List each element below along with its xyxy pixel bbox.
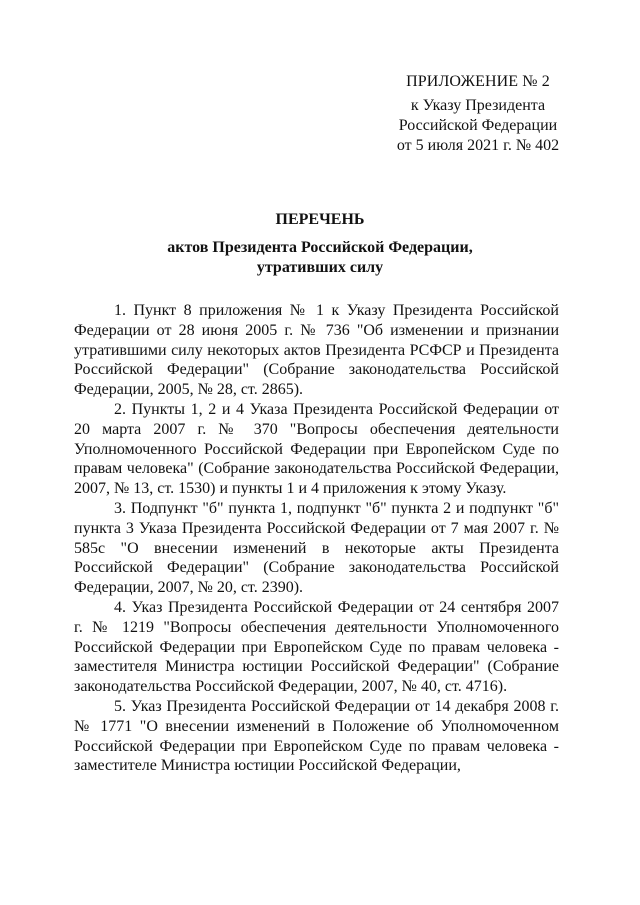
appendix-line-decree: к Указу Президента [410,97,546,114]
document-subtitle-line-1: актов Президента Российской Федерации, [167,239,473,256]
document-body [74,301,559,776]
list-item-1: 1. Пункт 8 приложения № 1 к Указу Президента Российской Федерации от 28 июня 2005 г. № 736 "Об изменении и признании утратившими силу некоторых актов Президента РСФСР и Президента Российской Федерации" (Собрание законодательства Российской Федерации, 2005, № 28, ст. 2865). [74,302,559,399]
list-item-3: 3. Подпункт "б" пункта 1, подпункт "б" пункта 2 и подпункт "б" пункта 3 Указа Президента Российской Федерации от 7 мая 2007 г. № 585с "О внесении изменений в некоторые акты Президента Российской Федерации" (Собрание законодательства Российской Федерации, 2007, № 20, ст. 2390). [74,499,559,597]
document-title: ПЕРЕЧЕНЬ [275,211,365,228]
list-item-4: 4. Указ Президента Российской Федерации от 24 сентября 2007 г. № 1219 "Вопросы обеспечения деятельности Уполномоченного Российской Федерации при Европейском Суде по правам человека - заместителя Министра юстиции Российской Федерации" (Собрание законодательства Российской Федерации, 2007, № 40, ст. 4716). [74,598,559,696]
appendix-line-federation: Российской Федерации [398,117,558,134]
document-subtitle-line-2: утративших силу [256,259,384,276]
appendix-block [378,72,578,156]
list-item-5: 5. Указ Президента Российской Федерации от 14 декабря 2008 г. № 1771 "О внесении изменений в Положение об Уполномоченном Российской Федерации при Европейском Суде по правам человека - заместителе Министра юстиции Российской Федерации, [74,697,559,775]
list-item-2: 2. Пункты 1, 2 и 4 Указа Президента Российской Федерации от 20 марта 2007 г. № 370 "Вопросы обеспечения деятельности Уполномоченного Российской Федерации при Европейском Суде по правам человека" (Собрание законодательства Российской Федерации, 2007, № 13, ст. 1530) и пункты 1 и 4 приложения к этому Указу. [74,400,559,498]
appendix-title: ПРИЛОЖЕНИЕ № 2 [406,73,550,90]
appendix-line-date: от 5 июля 2021 г. № 402 [396,137,560,154]
